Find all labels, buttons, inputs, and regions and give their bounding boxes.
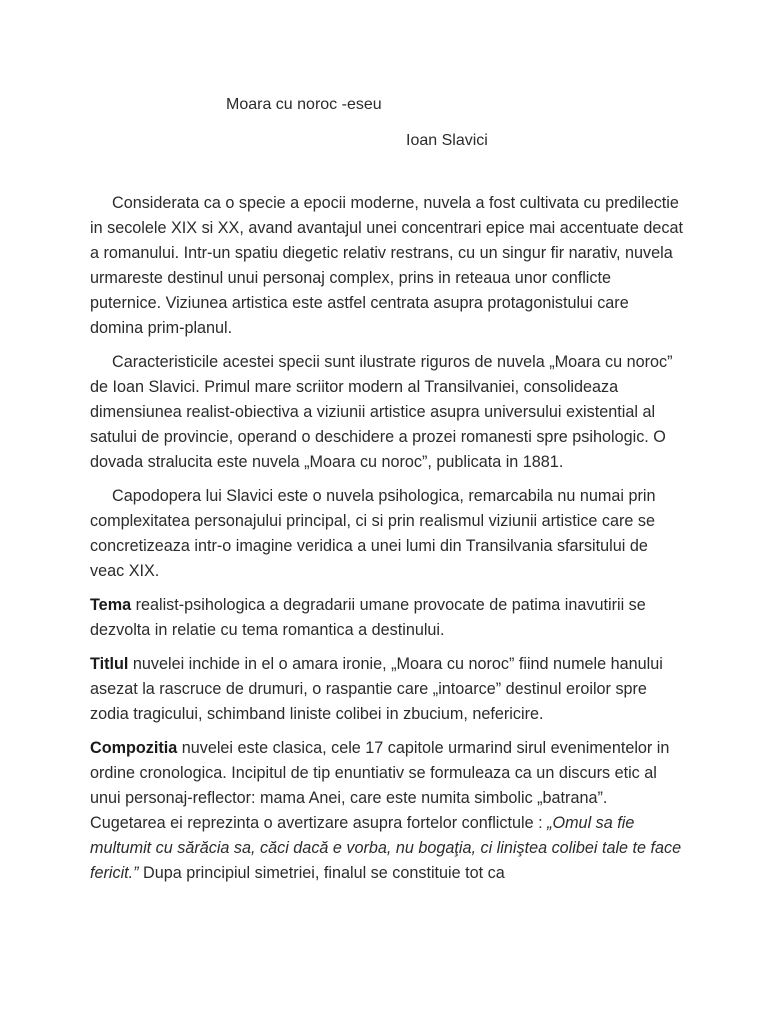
paragraph-characteristics: Caracteristicile acestei specii sunt ilustrate riguros de nuvela „Moara cu noroc” de Ioan Slavici. Primul mare scriitor modern al Transilvaniei, consolideaza dimensiunea realist-obiectiva a viziunii artistice asupra universului existential al satului de provincie, operand o deschidere a prozei romanesti spre psihologic. O dovada stralucita este nuvela „Moara cu noroc”, publicata in 1881.: [90, 353, 673, 471]
paragraph-theme: [90, 593, 684, 643]
composition-tail: Dupa principiul simetriei, finalul se constituie tot ca: [138, 864, 505, 882]
paragraph-masterpiece: Capodopera lui Slavici este o nuvela psihologica, remarcabila nu numai prin complexitatea personajului principal, ci si prin realismul viziunii artistice care se concretizeaza intr-o imagine veridica a unei lumi din Transilvania sfarsitului de veac XIX.: [90, 487, 656, 580]
paragraph-intro: Considerata ca o specie a epocii moderne, nuvela a fost cultivata cu predilectie in secolele XIX si XX, avand avantajul unei concentrari epice mai accentuate decat a romanului. Intr-un spatiu diegetic relativ restrans, cu un singur fir narativ, nuvela urmareste destinul unui personaj complex, prins in reteaua unor conflicte puternice. Viziunea artistica este astfel centrata asupra protagonistului care domina prim-planul.: [90, 194, 683, 337]
document-body: [90, 191, 684, 895]
document-author: Ioan Slavici: [406, 132, 488, 149]
theme-label: Tema: [90, 596, 132, 614]
paragraph-title: [90, 652, 684, 727]
title-text: nuvelei inchide in el o amara ironie, „Moara cu noroc” fiind numele hanului asezat la rascruce de drumuri, o raspantie care „intoarce” destinul eroilor spre zodia tragicului, schimband liniste colibei in zbucium, nefericire.: [90, 655, 663, 723]
title-label: Titlul: [90, 655, 129, 673]
composition-text: nuvelei este clasica, cele 17 capitole urmarind sirul evenimentelor in ordine cronologica. Incipitul de tip enuntiativ se formuleaza ca un discurs etic al unui personaj-reflector: mama Anei, care este numita simbolic „batrana”. Cugetarea ei reprezinta o avertizare asupra fortelor conflictule :: [90, 739, 670, 832]
theme-text: realist-psihologica a degradarii umane provocate de patima inavutirii se dezvolta in relatie cu tema romantica a destinului.: [90, 596, 646, 639]
paragraph-composition: [90, 736, 684, 886]
composition-quote: „Omul sa fie multumit cu sărăcia sa, căci dacă e vorba, nu bogaţia, ci liniştea colibei tale te face fericit.”: [90, 814, 682, 882]
document-title: Moara cu noroc -eseu: [226, 96, 382, 113]
composition-label: Compozitia: [90, 739, 178, 757]
